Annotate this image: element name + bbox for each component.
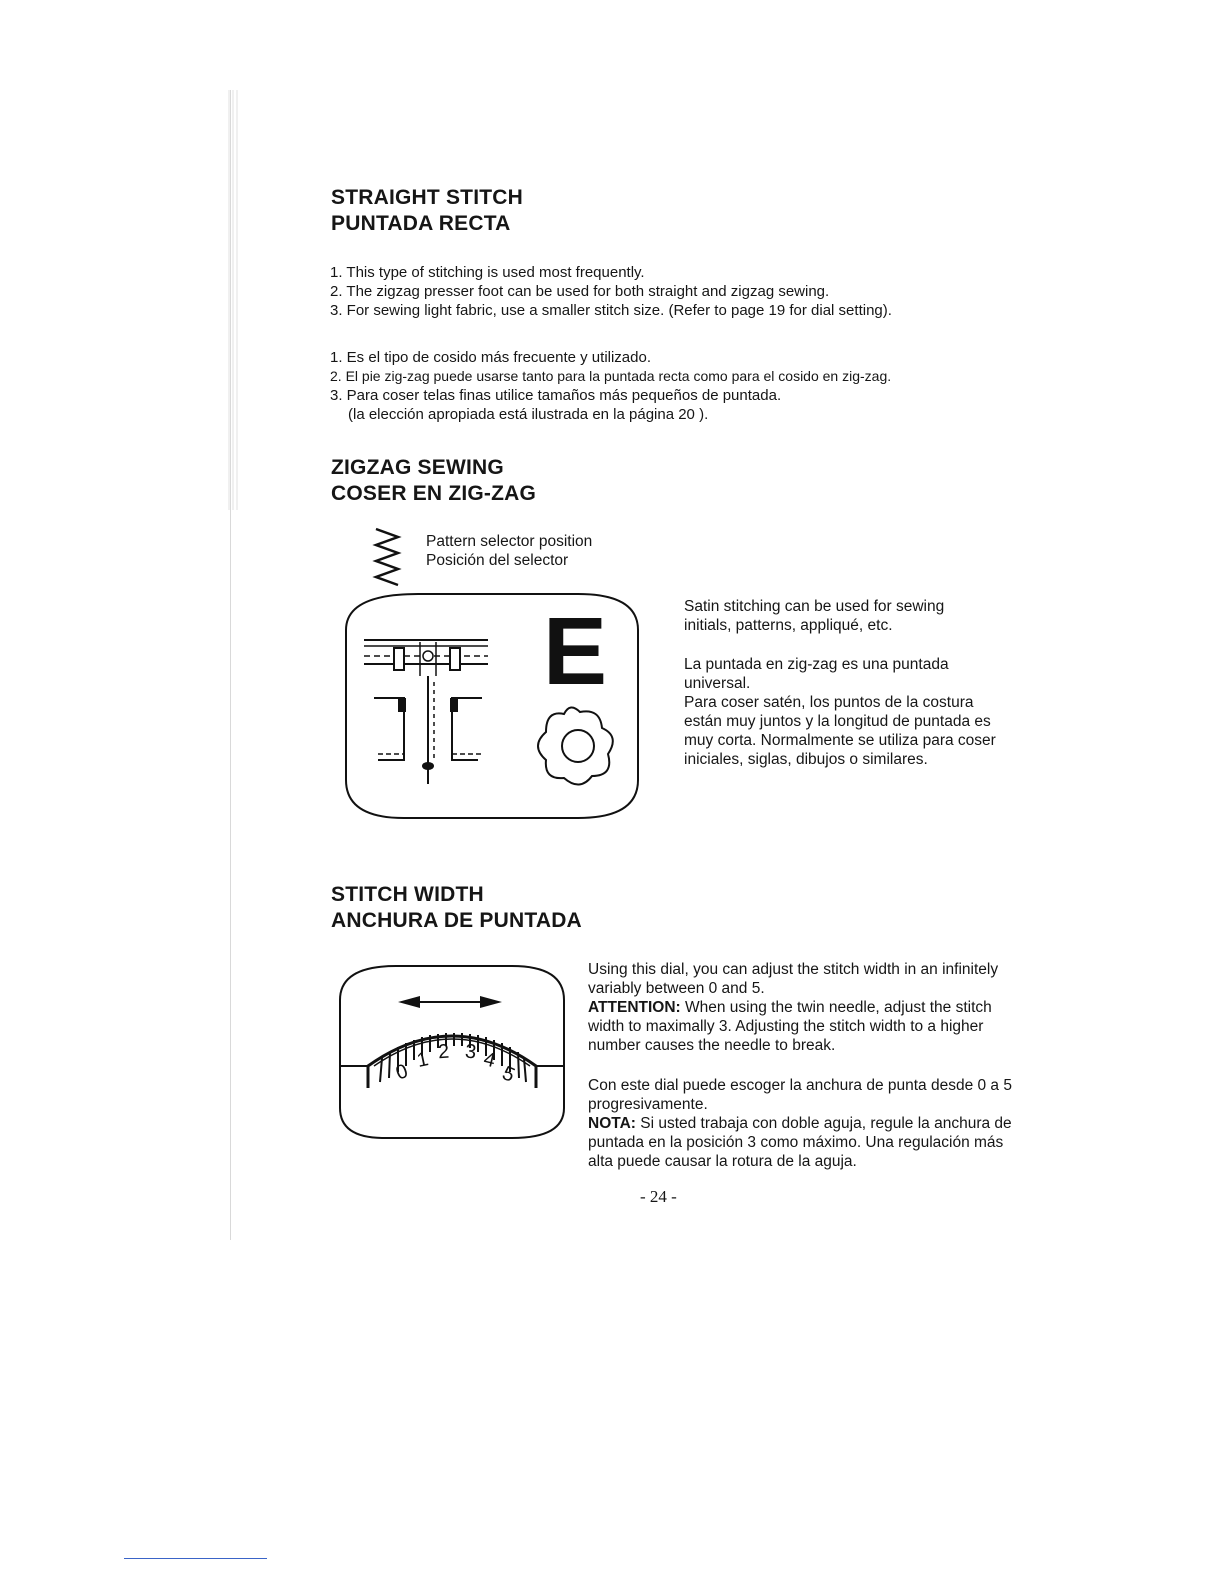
- straight-stitch-list-es: [330, 348, 1030, 424]
- dial-number: 2: [437, 1040, 450, 1064]
- scan-line-artifact: [230, 90, 231, 1240]
- stitch-width-title-es: ANCHURA DE PUNTADA: [331, 909, 582, 932]
- zigzag-description-en: Satin stitching can be used for sewing initials, patterns, appliqué, etc.: [684, 598, 945, 634]
- straight-stitch-title-en: STRAIGHT STITCH: [331, 186, 523, 209]
- nota-label: NOTA:: [588, 1115, 636, 1132]
- pattern-letter-e: E: [542, 598, 608, 705]
- page-number: - 24 -: [640, 1187, 677, 1206]
- pattern-selector-label: [426, 532, 592, 570]
- nota-text: Si usted trabaja con doble aguja, regule la anchura de puntada en la posición 3 como máximo. Una regulación más alta puede causar la rotura de la aguja.: [588, 1115, 1012, 1170]
- attention-label: ATTENTION:: [588, 999, 681, 1016]
- stitch-width-nota: [588, 1114, 1026, 1171]
- straight-stitch-list-en: [330, 263, 1030, 320]
- zigzag-description-es-1: La puntada en zig-zag es una puntada universal.: [684, 656, 949, 692]
- stitch-width-heading: [331, 882, 582, 934]
- dial-number: 5: [498, 1062, 518, 1087]
- dial-number: 1: [415, 1048, 431, 1073]
- stitch-width-attention: [588, 998, 1020, 1055]
- zigzag-description-es-2: Para coser satén, los puntos de la costura están muy juntos y la longitud de puntada es muy corta. Normalmente se utiliza para coser iniciales, siglas, dibujos o similares.: [684, 694, 996, 768]
- zigzag-title-es: COSER EN ZIG-ZAG: [331, 482, 537, 505]
- pattern-selector-panel: [338, 590, 644, 822]
- stitch-width-en-1: Using this dial, you can adjust the stitch width in an infinitely variably between 0 and 5.: [588, 961, 999, 997]
- stitch-width-text-es: [588, 1076, 1026, 1171]
- list-item: 1. Es el tipo de cosido más frecuente y utilizado.: [330, 349, 652, 366]
- scan-edge-artifact: [226, 90, 240, 510]
- selector-label-es: Posición del selector: [426, 552, 569, 569]
- zigzag-heading: [331, 455, 536, 507]
- straight-stitch-heading: [331, 185, 523, 237]
- list-item: (la elección apropiada está ilustrada en la página 20 ).: [348, 406, 709, 423]
- stitch-width-title-en: STITCH WIDTH: [331, 883, 484, 906]
- list-item: 3. Para coser telas finas utilice tamaños más pequeños de puntada.: [330, 387, 782, 404]
- dial-number: 0: [392, 1060, 411, 1085]
- zigzag-description-es: [684, 655, 1004, 769]
- selector-label-en: Pattern selector position: [426, 533, 593, 550]
- list-item: 1. This type of stitching is used most frequently.: [330, 264, 645, 281]
- list-item: 3. For sewing light fabric, use a smaller stitch size. (Refer to page 19 for dial setting).: [330, 302, 892, 319]
- stitch-width-dial-figure: [336, 962, 568, 1142]
- dial-number: 3: [463, 1040, 478, 1064]
- zigzag-title-en: ZIGZAG SEWING: [331, 456, 504, 479]
- stitch-width-text-en: [588, 960, 1020, 1055]
- list-item: 2. The zigzag presser foot can be used for both straight and zigzag sewing.: [330, 283, 830, 300]
- list-item: 2. El pie zig-zag puede usarse tanto para la puntada recta como para el cosido en zig-zag.: [330, 368, 892, 384]
- bottom-rule: [124, 1558, 267, 1559]
- dial-number: 4: [481, 1048, 498, 1073]
- straight-stitch-title-es: PUNTADA RECTA: [331, 212, 511, 235]
- stitch-width-es-1: Con este dial puede escoger la anchura de punta desde 0 a 5 progresivamente.: [588, 1077, 1012, 1113]
- attention-text: When using the twin needle, adjust the stitch width to maximally 3. Adjusting the stitch width to a higher number causes the needle to break.: [588, 999, 992, 1054]
- zigzag-pattern-icon: [370, 527, 404, 587]
